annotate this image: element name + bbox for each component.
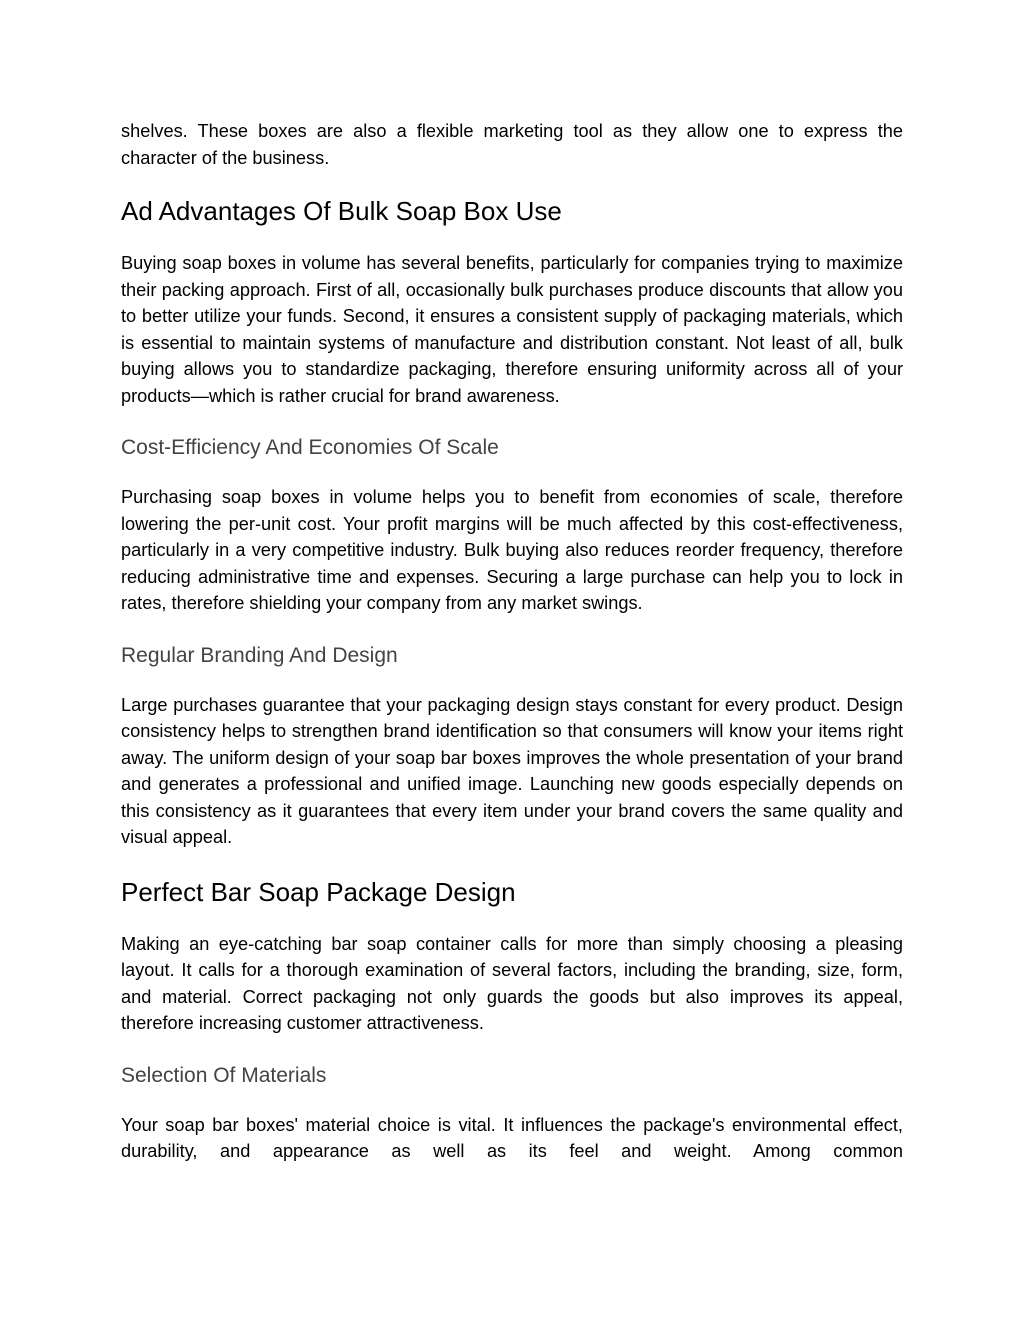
section-heading-bulk-advantages: Ad Advantages Of Bulk Soap Box Use xyxy=(121,196,562,226)
section-heading-package-design: Perfect Bar Soap Package Design xyxy=(121,876,516,907)
document-page xyxy=(121,118,903,1165)
subsection-heading-branding-design: Regular Branding And Design xyxy=(121,643,398,667)
intro-paragraph: shelves. These boxes are also a flexible marketing tool as they allow one to express the character of the business. xyxy=(121,121,903,168)
section-paragraph-package-design: Making an eye-catching bar soap container calls for more than simply choosing a pleasing layout. It calls for a thorough examination of several factors, including the branding, size, form, and material. Correct packaging not only guards the goods but also improves its appeal, therefore increasing customer attractiveness. xyxy=(121,933,903,1033)
section-paragraph-bulk-advantages: Buying soap boxes in volume has several benefits, particularly for companies trying to maximize their packing approach. First of all, occasionally bulk purchases produce discounts that allow you to better utilize your funds. Second, it ensures a consistent supply of packaging materials, which is essential to maintain systems of manufacture and distribution constant. Not least of all, bulk buying allows you to standardize packaging, therefore ensuring uniformity across all of your products—which is rather crucial for brand awareness. xyxy=(121,253,903,406)
subsection-heading-materials: Selection Of Materials xyxy=(121,1063,327,1087)
subsection-paragraph-cost-efficiency: Purchasing soap boxes in volume helps you to benefit from economies of scale, therefore lowering the per-unit cost. Your profit margins will be much affected by this cost-effectiveness, particularly in a very competitive industry. Bulk buying also reduces reorder frequency, therefore reducing administrative time and expenses. Securing a large purchase can help you to lock in rates, therefore shielding your company from any market swings. xyxy=(121,487,903,613)
subsection-paragraph-branding-design: Large purchases guarantee that your packaging design stays constant for every product. Design consistency helps to strengthen brand identification so that consumers will know your items right away. The uniform design of your soap bar boxes improves the whole presentation of your brand and generates a professional and unified image. Launching new goods especially depends on this consistency as it guarantees that every item under your brand covers the same quality and visual appeal. xyxy=(121,694,903,847)
subsection-heading-cost-efficiency: Cost-Efficiency And Economies Of Scale xyxy=(121,436,499,459)
subsection-paragraph-materials: Your soap bar boxes' material choice is vital. It influences the package's environmental effect, durability, and appearance as well as its feel and weight. Among common xyxy=(121,1114,903,1161)
